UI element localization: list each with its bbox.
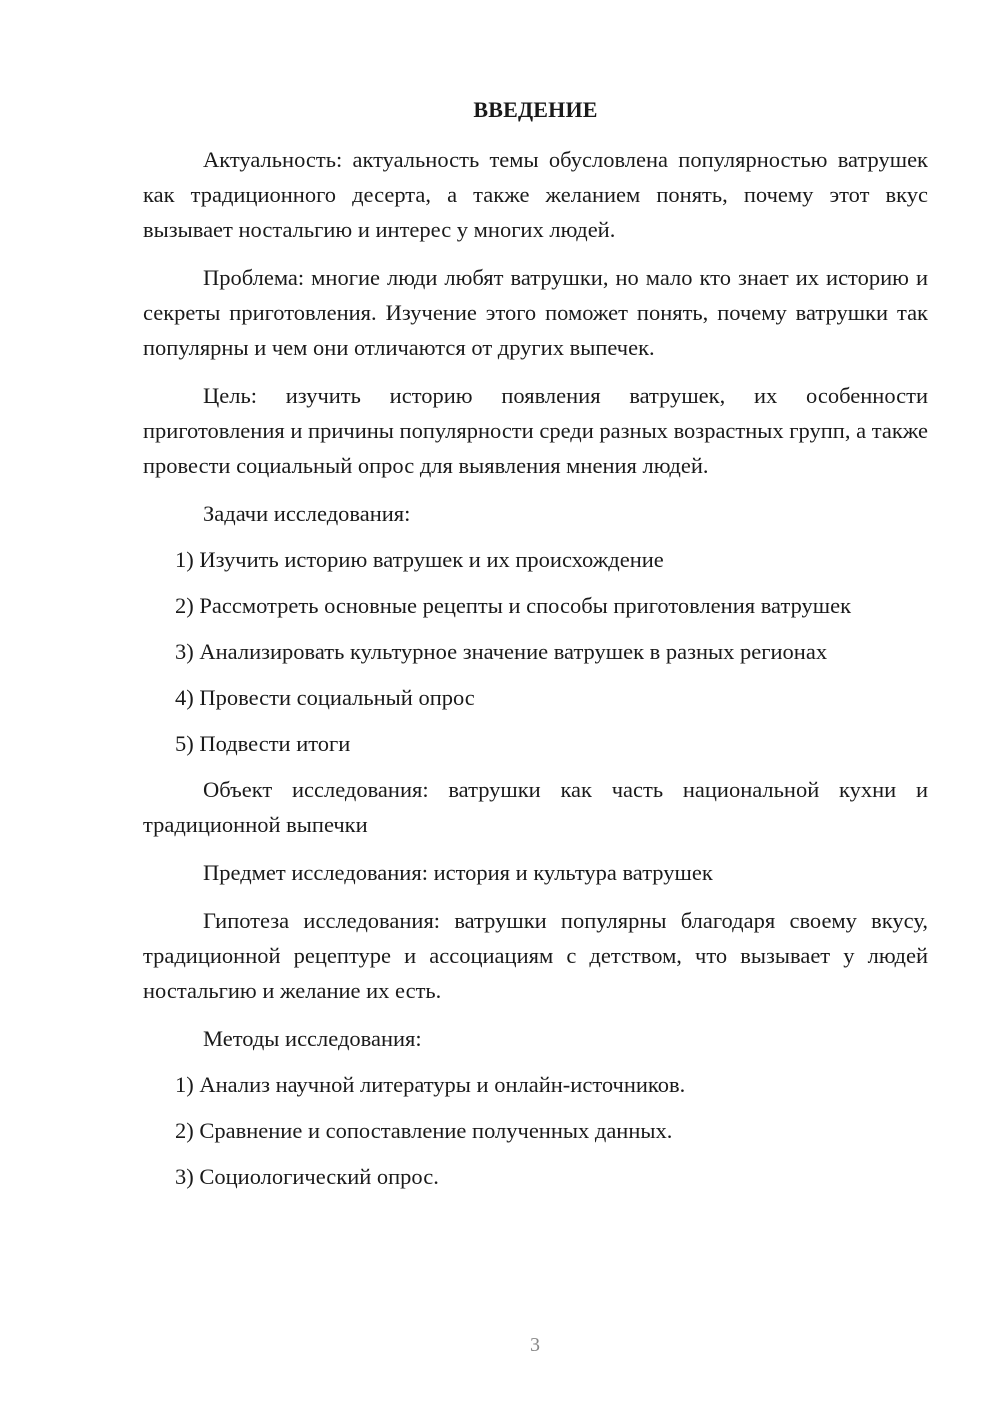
- task-item: 3) Анализировать культурное значение ватрушек в разных регионах: [175, 639, 828, 664]
- subject-paragraph: Предмет исследования: история и культура ватрушек: [203, 860, 713, 885]
- relevance-paragraph: Актуальность: актуальность темы обусловлена популярностью ватрушек как традиционного десерта, а также желанием понять, почему этот вкус вызывает ностальгию и интерес у многих людей.: [143, 147, 928, 242]
- task-item: 4) Провести социальный опрос: [175, 685, 475, 710]
- hypothesis-paragraph: Гипотеза исследования: ватрушки популярны благодаря своему вкусу, традиционной рецептуре и ассоциациям с детством, что вызывает у людей ностальгию и желание их есть.: [143, 908, 928, 1003]
- method-item: 3) Социологический опрос.: [175, 1164, 439, 1189]
- object-paragraph: Объект исследования: ватрушки как часть национальной кухни и традиционной выпечки: [143, 777, 928, 837]
- document-page: [143, 92, 928, 1205]
- document-title: ВВЕДЕНИЕ: [473, 97, 598, 122]
- task-item: 2) Рассмотреть основные рецепты и способы приготовления ватрушек: [175, 593, 852, 618]
- tasks-list: [143, 542, 928, 761]
- task-item: 5) Подвести итоги: [175, 731, 351, 756]
- methods-label: Методы исследования:: [203, 1026, 422, 1051]
- task-item: 1) Изучить историю ватрушек и их происхождение: [175, 547, 664, 572]
- problem-paragraph: Проблема: многие люди любят ватрушки, но мало кто знает их историю и секреты приготовления. Изучение этого поможет понять, почему ватрушки так популярны и чем они отличаются от других выпечек.: [143, 265, 928, 360]
- goal-paragraph: Цель: изучить историю появления ватрушек, их особенности приготовления и причины популярности среди разных возрастных групп, а также провести социальный опрос для выявления мнения людей.: [143, 383, 928, 478]
- method-item: 2) Сравнение и сопоставление полученных данных.: [175, 1118, 673, 1143]
- page-number: 3: [530, 1334, 540, 1356]
- method-item: 1) Анализ научной литературы и онлайн-источников.: [175, 1072, 686, 1097]
- methods-list: [143, 1067, 928, 1194]
- tasks-label: Задачи исследования:: [203, 501, 411, 526]
